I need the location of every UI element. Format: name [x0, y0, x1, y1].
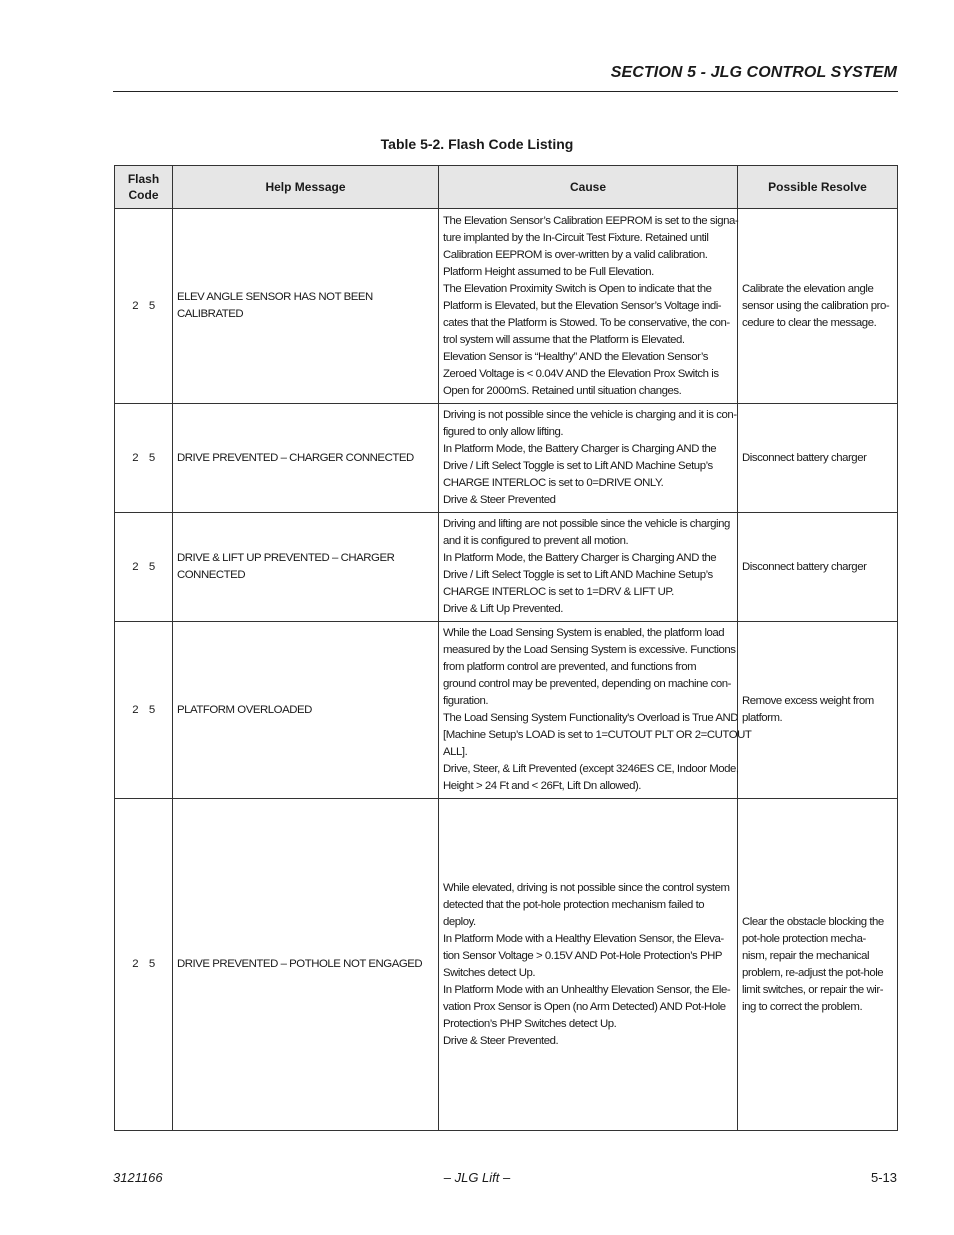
resolve-line: platform. — [742, 712, 783, 724]
cause-line: Switches detect Up. — [443, 966, 536, 979]
flash-code-cell: 2 5 — [115, 622, 173, 799]
possible-resolve-cell — [738, 799, 898, 1131]
resolve-line: nism, repair the mechanical — [742, 949, 870, 962]
column-header-possible-resolve: Possible Resolve — [738, 166, 898, 209]
cause-line: The Load Sensing System Functionality’s Overload is True AND — [443, 712, 739, 724]
cause-line: Open for 2000mS. Retained until situation changes. — [443, 384, 682, 397]
cause-line: deploy. — [443, 915, 476, 928]
cause-cell — [439, 209, 738, 404]
resolve-line: Disconnect battery charger — [742, 451, 867, 464]
cause-line: and it is configured to prevent all motion. — [443, 535, 629, 547]
cause-line: Drive / Lift Select Toggle is set to Lift AND Machine Setup’s — [443, 460, 713, 472]
cause-line: Driving is not possible since the vehicle is charging and it is con- — [443, 409, 737, 421]
table-row — [115, 799, 898, 1131]
table-row — [115, 209, 898, 404]
table-row — [115, 513, 898, 622]
table-row — [115, 404, 898, 513]
table-body — [115, 209, 898, 1131]
help-message-cell: DRIVE PREVENTED – POTHOLE NOT ENGAGED — [173, 799, 439, 1131]
flash-code-cell: 2 5 — [115, 209, 173, 404]
cause-line: The Elevation Proximity Switch is Open to indicate that the — [443, 282, 712, 295]
page-number: 5-13 — [870, 1170, 897, 1185]
doc-number: 3121166 — [113, 1170, 163, 1185]
possible-resolve-cell — [738, 209, 898, 404]
resolve-line: Clear the obstacle blocking the — [742, 915, 884, 928]
cause-cell — [439, 404, 738, 513]
resolve-line: problem, re-adjust the pot-hole — [742, 966, 884, 979]
cause-line: vation Prox Sensor is Open (no Arm Detected) AND Pot-Hole — [443, 1000, 726, 1013]
help-message-cell: ELEV ANGLE SENSOR HAS NOT BEEN CALIBRATED — [173, 209, 439, 404]
resolve-line: Calibrate the elevation angle — [742, 282, 874, 295]
cause-line: In Platform Mode, the Battery Charger is Charging AND the — [443, 443, 717, 455]
cause-line: In Platform Mode with an Unhealthy Elevation Sensor, the Ele- — [443, 983, 731, 996]
flash-code-cell: 2 5 — [115, 513, 173, 622]
table-header-row — [115, 166, 898, 209]
possible-resolve-cell — [738, 622, 898, 799]
resolve-line: sensor using the calibration pro- — [742, 299, 890, 312]
cause-line: ground control may be prevented, depending on machine con- — [443, 678, 731, 690]
cause-line: In Platform Mode with a Healthy Elevation Sensor, the Eleva- — [443, 932, 724, 945]
cause-cell — [439, 513, 738, 622]
cause-line: Elevation Sensor is “Healthy” AND the Elevation Sensor’s — [443, 350, 708, 363]
cause-line: tion Sensor Voltage > 0.15V AND Pot-Hole Protection’s PHP — [443, 949, 723, 962]
flash-code-cell: 2 5 — [115, 404, 173, 513]
cause-line: trol system will assume that the Platform is Elevated. — [443, 333, 685, 346]
cause-line: Drive & Lift Up Prevented. — [443, 603, 563, 615]
cause-line: Drive & Steer Prevented — [443, 494, 556, 506]
cause-line: [Machine Setup’s LOAD is set to 1=CUTOUT PLT OR 2=CUTOUT — [443, 729, 752, 741]
cause-line: cates that the Platform is Stowed. To be conservative, the con- — [443, 316, 730, 329]
cause-line: figuration. — [443, 695, 489, 707]
cause-line: Platform Height assumed to be Full Elevation. — [443, 265, 654, 278]
help-message-cell: PLATFORM OVERLOADED — [173, 622, 439, 799]
cause-line: Driving and lifting are not possible since the vehicle is charging — [443, 518, 730, 530]
cause-line: Drive & Steer Prevented. — [443, 1034, 559, 1047]
footer-brand: – JLG Lift – — [443, 1170, 511, 1185]
resolve-line: pot-hole protection mecha- — [742, 932, 866, 945]
resolve-line: Disconnect battery charger — [742, 560, 867, 573]
resolve-line: ing to correct the problem. — [742, 1000, 863, 1013]
cause-line: ture implanted by the In-Circuit Test Fixture. Retained until — [443, 231, 709, 244]
cause-line: Drive / Lift Select Toggle is set to Lift AND Machine Setup’s — [443, 569, 713, 581]
section-title: SECTION 5 - JLG CONTROL SYSTEM — [610, 64, 897, 81]
help-message-cell: DRIVE & LIFT UP PREVENTED – CHARGER CONNECTED — [173, 513, 439, 622]
cause-line: Protection’s PHP Switches detect Up. — [443, 1017, 617, 1030]
cause-line: Zeroed Voltage is < 0.04V AND the Elevation Prox Switch is — [443, 367, 719, 380]
cause-line: Platform is Elevated, but the Elevation Sensor’s Voltage indi- — [443, 299, 722, 312]
cause-line: CHARGE INTERLOC is set to 1=DRV & LIFT UP. — [443, 586, 674, 598]
cause-line: Calibration EEPROM is over-written by a valid calibration. — [443, 248, 708, 261]
cause-line: Drive, Steer, & Lift Prevented (except 3246ES CE, Indoor Mode, — [443, 763, 739, 775]
table-caption: Table 5-2. Flash Code Listing — [380, 136, 574, 152]
resolve-line: Remove excess weight from — [742, 695, 874, 707]
possible-resolve-cell — [738, 404, 898, 513]
help-message-cell: DRIVE PREVENTED – CHARGER CONNECTED — [173, 404, 439, 513]
cause-line: The Elevation Sensor’s Calibration EEPROM is set to the signa- — [443, 214, 739, 227]
possible-resolve-cell — [738, 513, 898, 622]
resolve-line: limit switches, or repair the wir- — [742, 983, 884, 996]
column-header-flash-code: Flash Code — [115, 166, 173, 209]
cause-line: While the Load Sensing System is enabled, the platform load — [443, 627, 725, 639]
resolve-line: cedure to clear the message. — [742, 316, 877, 329]
cause-line: detected that the pot-hole protection mechanism failed to — [443, 898, 705, 911]
cause-line: measured by the Load Sensing System is excessive. Functions — [443, 644, 736, 656]
cause-line: ALL]. — [443, 746, 468, 758]
table-row — [115, 622, 898, 799]
cause-line: Height > 24 Ft and < 26Ft, Lift Dn allowed). — [443, 780, 642, 792]
cause-cell — [439, 799, 738, 1131]
cause-line: CHARGE INTERLOC is set to 0=DRIVE ONLY. — [443, 477, 664, 489]
cause-cell — [439, 622, 752, 799]
header-divider — [113, 91, 898, 92]
flash-code-cell: 2 5 — [115, 799, 173, 1131]
cause-line: While elevated, driving is not possible since the control system — [443, 881, 730, 894]
cause-line: from platform control are prevented, and functions from — [443, 661, 697, 673]
flash-code-table — [114, 165, 898, 1131]
column-header-cause: Cause — [439, 166, 738, 209]
cause-line: In Platform Mode, the Battery Charger is Charging AND the — [443, 552, 717, 564]
column-header-help-message: Help Message — [173, 166, 439, 209]
cause-line: figured to only allow lifting. — [443, 426, 564, 438]
